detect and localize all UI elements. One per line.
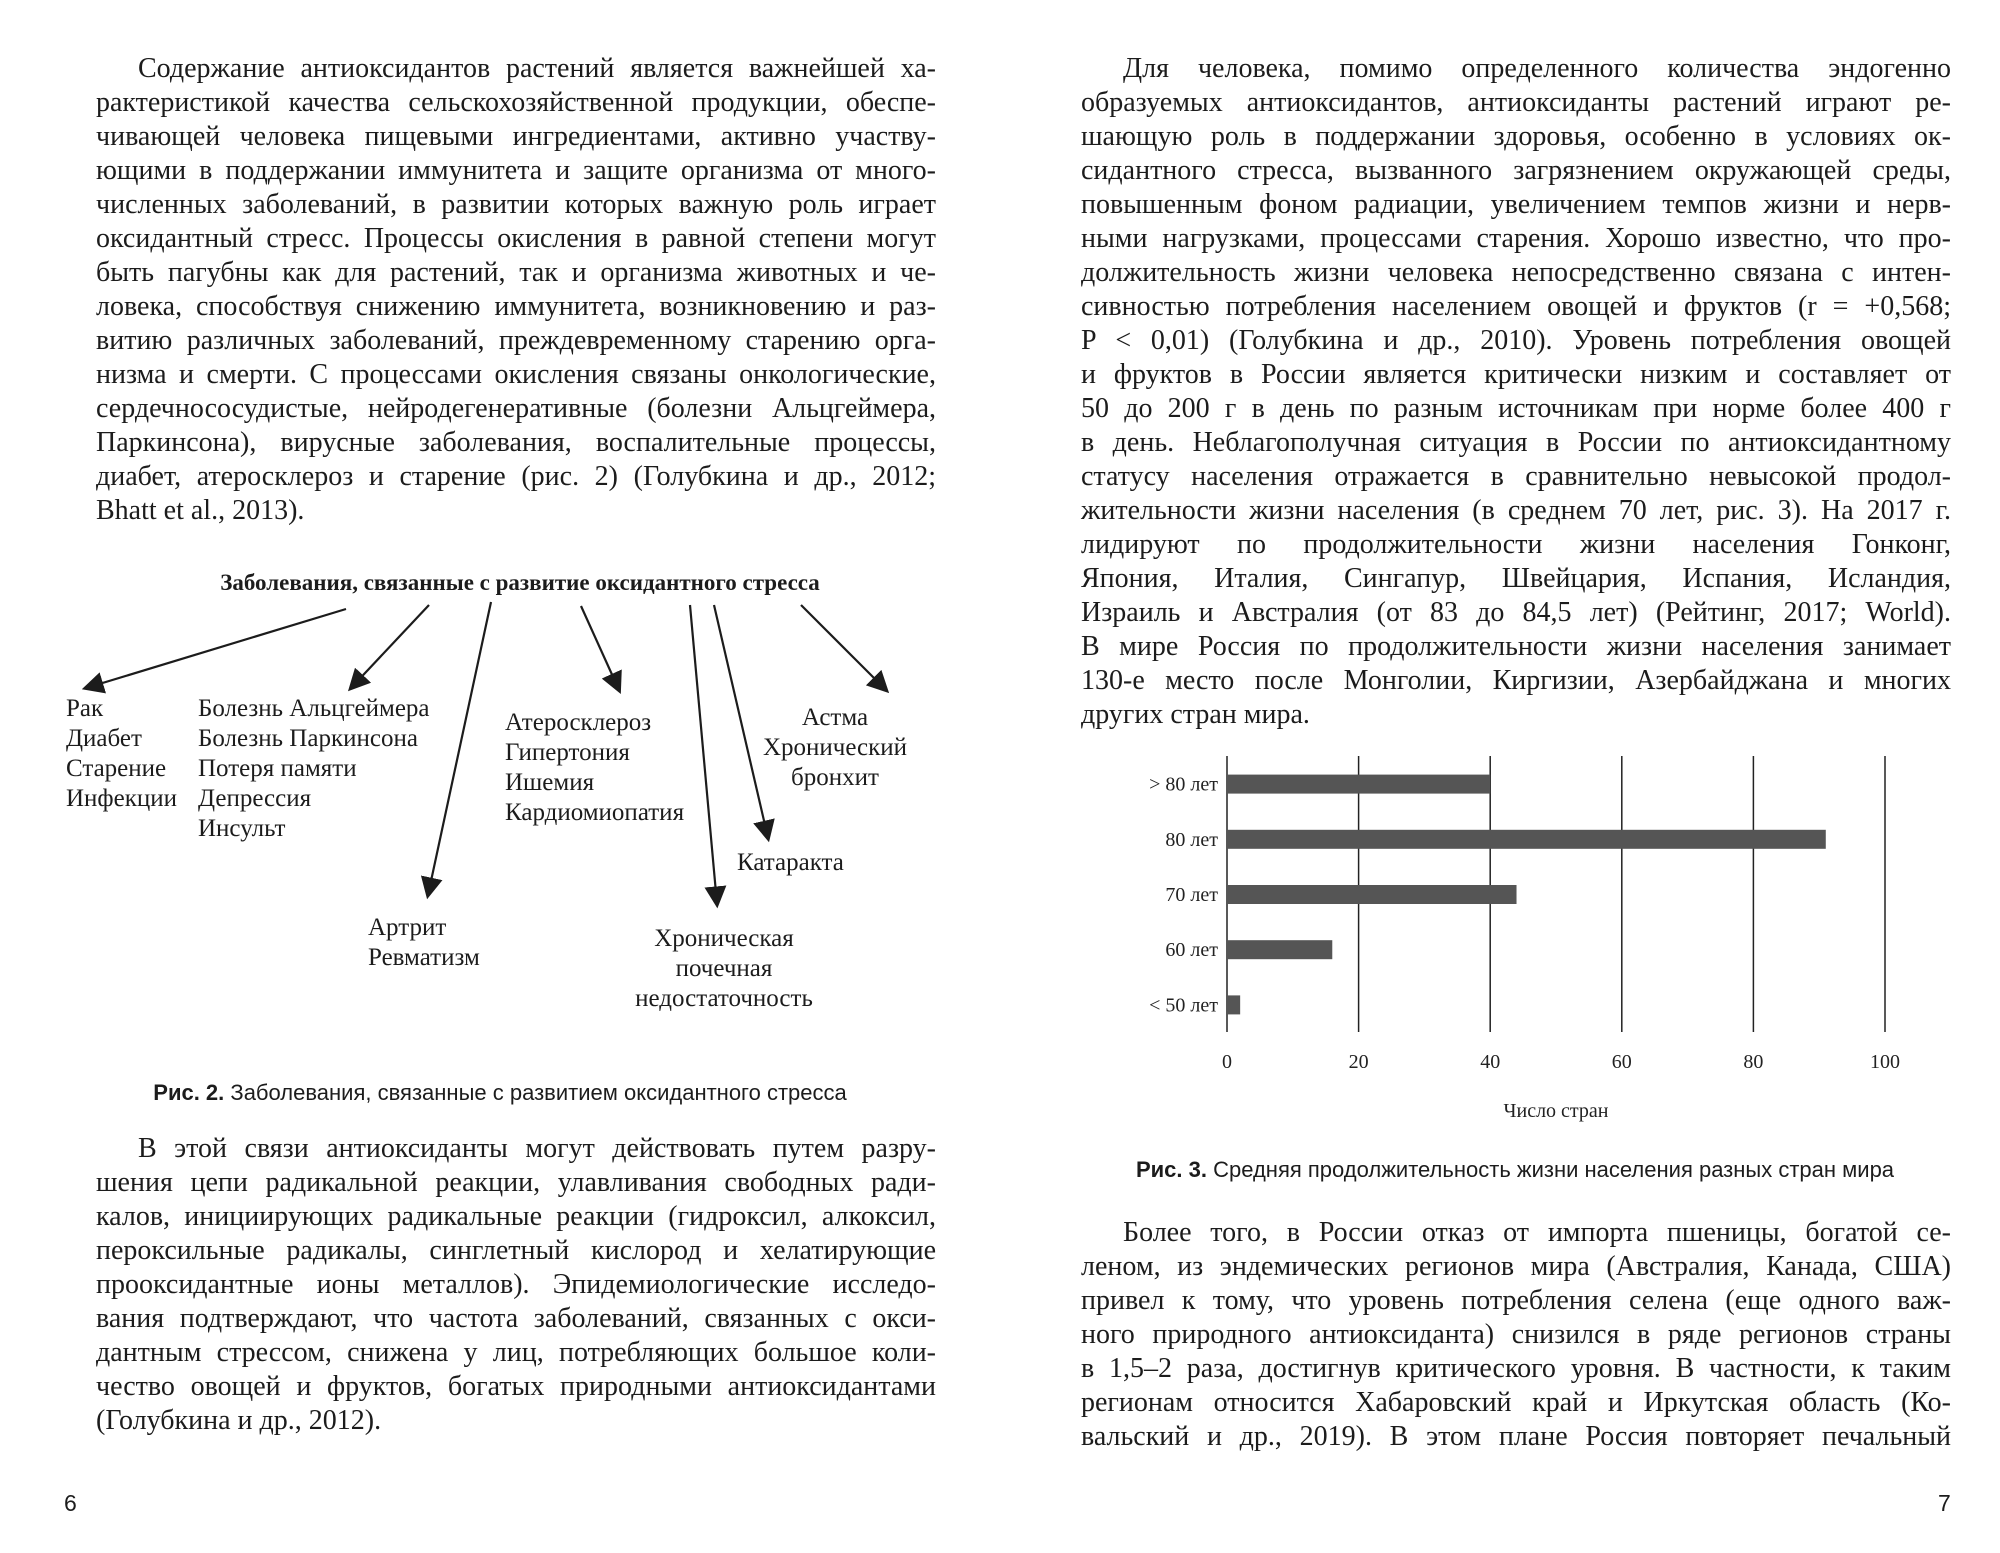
text-line: Япония, Италия, Сингапур, Швейцария, Испания, Исландия,	[1081, 563, 1951, 594]
text-line: пероксильные радикалы, синглетный кислород и хелатирующие	[96, 1235, 936, 1266]
text-line: P < 0,01) (Голубкина и др., 2010). Уровень потребления овощей	[1081, 325, 1951, 356]
diagram-item: Болезнь Паркинсона	[198, 725, 418, 752]
category-label: 80 лет	[1165, 828, 1218, 851]
diagram-group-2	[198, 694, 430, 844]
x-tick-label: 60	[1611, 1051, 1632, 1073]
diagram-group-3	[368, 913, 480, 973]
diagram-item: Артрит	[368, 914, 447, 941]
text-line: регионам относится Хабаровский край и Иркутская область (Ко-	[1081, 1387, 1951, 1418]
diagram-item: Ишемия	[505, 769, 595, 796]
x-tick-label: 40	[1480, 1051, 1501, 1073]
diagram-item: Катаракта	[737, 849, 844, 876]
text-line: повышенным фоном радиации, увеличением темпов жизни и нерв-	[1081, 189, 1951, 220]
text-line: сидантного стресса, вызванного загрязнением окружающей среды,	[1081, 155, 1951, 186]
right-paragraph-2	[1081, 1216, 1951, 1454]
diagram-item: Хронический	[762, 734, 908, 761]
text-line: шающую роль в поддержании здоровья, особенно в условиях ок-	[1081, 121, 1951, 152]
text-line: вания подтверждают, что частота заболеваний, связанных с окси-	[96, 1303, 936, 1334]
x-axis-label: Число стран	[1503, 1100, 1609, 1122]
diagram-item: Инфекции	[66, 785, 178, 812]
diagram-group-7	[760, 703, 910, 793]
category-label: 70 лет	[1165, 884, 1218, 906]
text-line: вальский и др., 2019). В этом плане Россия повторяет печальный	[1081, 1421, 1951, 1452]
text-line: в день. Неблагополучная ситуация в России по антиоксидантному	[1081, 427, 1951, 458]
arrow	[428, 602, 491, 895]
text-line: оксидантный стресс. Процессы окисления в равной степени могут	[96, 223, 936, 254]
text-line: чество овощей и фруктов, богатых природными антиоксидантами	[96, 1371, 936, 1402]
diagram-item: Диабет	[66, 725, 142, 752]
diagram-item: Гипертония	[505, 739, 630, 766]
text-line: диабет, атеросклероз и старение (рис. 2) (Голубкина и др., 2012;	[96, 461, 936, 492]
diagram-item: Ревматизм	[368, 944, 480, 971]
diagram-arrows	[0, 0, 1000, 1100]
diagram-item: Депрессия	[198, 785, 312, 812]
diagram-group-1	[66, 694, 177, 814]
text-line: прооксидантные ионы металлов). Эпидемиологические исследо-	[96, 1269, 936, 1300]
text-line: Израиль и Австралия (от 83 до 84,5 лет) (Рейтинг, 2017; World).	[1081, 597, 1951, 628]
text-line: должительность жизни человека непосредственно связана с интен-	[1081, 257, 1951, 288]
text-line: чивающей человека пищевыми ингредиентами, активно участву-	[96, 121, 936, 152]
text-line: Более того, в России отказ от импорта пшеницы, богатой се-	[1123, 1217, 1951, 1248]
page-number-left: 6	[64, 1490, 77, 1516]
text-line: ловека, способствуя снижению иммунитета, возникновению и раз-	[96, 291, 936, 322]
text-line: В мире Россия по продолжительности жизни населения занимает	[1081, 631, 1951, 662]
text-line: численных заболеваний, в развитии которых важную роль играет	[96, 189, 936, 220]
right-paragraph-1	[1081, 52, 1951, 732]
text-line: витию различных заболеваний, преждевременному старению орга-	[96, 325, 936, 356]
text-line: в 1,5–2 раза, достигнув критического уровня. В частности, к таким	[1081, 1353, 1951, 1384]
diagram-group-4	[505, 708, 684, 828]
category-label: > 80 лет	[1149, 773, 1218, 796]
figure-2-caption	[100, 1080, 900, 1106]
text-line: Для человека, помимо определенного количества эндогенно	[1123, 53, 1951, 84]
text-line: ными нагрузками, процессами старения. Хорошо известно, что про-	[1081, 223, 1951, 254]
bar	[1227, 940, 1332, 959]
text-line: низма и смерти. С процессами окисления связаны онкологические,	[96, 359, 936, 390]
category-label: < 50 лет	[1149, 994, 1218, 1017]
diagram-item: Атеросклероз	[505, 709, 652, 736]
figure-3-text: Средняя продолжительность жизни населения разных стран мира	[1213, 1157, 1895, 1182]
diagram-item: бронхит	[791, 764, 879, 791]
text-line: (Голубкина и др., 2012).	[96, 1405, 382, 1436]
text-line: ного природного антиоксиданта) снизился в ряде регионов страны	[1081, 1319, 1951, 1350]
bar	[1227, 830, 1826, 849]
text-line: других стран мира.	[1081, 699, 1310, 730]
text-line: Содержание антиоксидантов растений является важнейшей ха-	[138, 53, 936, 84]
diagram-item: Рак	[66, 695, 104, 722]
text-line: сердечнососудистые, нейродегенеративные (болезни Альцгеймера,	[96, 393, 936, 424]
x-tick-label: 80	[1743, 1051, 1764, 1073]
diagram-item: Старение	[66, 755, 167, 782]
figure-3-label: Рис. 3.	[1135, 1157, 1207, 1182]
text-line: шения цепи радикальной реакции, улавливания свободных ради-	[96, 1167, 936, 1198]
x-tick-label: 0	[1222, 1051, 1232, 1073]
life-expectancy-chart	[1080, 740, 1980, 1140]
text-line: 130-е место после Монголии, Киргизии, Азербайджана и многих	[1081, 665, 1951, 696]
text-line: сивностью потребления населением овощей и фруктов (r = +0,568;	[1081, 291, 1951, 322]
text-line: жительности жизни населения (в среднем 70 лет, рис. 3). На 2017 г.	[1081, 495, 1951, 526]
bar	[1227, 775, 1490, 794]
left-paragraph-2	[96, 1132, 936, 1438]
diagram-item: Кардиомиопатия	[505, 799, 685, 826]
diagram-item: Потеря памяти	[198, 755, 357, 782]
diagram-item: недостаточность	[635, 985, 813, 1012]
text-line: и фруктов в России является критически низким и составляет от	[1081, 359, 1951, 390]
diagram-title: Заболевания, связанные с развитие оксидантного стресса	[220, 570, 820, 595]
figure-2-text: Заболевания, связанные с развитием оксидантного стресса	[230, 1080, 847, 1105]
text-line: калов, инициирующих радикальные реакции (гидроксил, алкоксил,	[96, 1201, 936, 1232]
text-line: В этой связи антиоксиданты могут действовать путем разру-	[138, 1133, 936, 1164]
text-line: Паркинсона), вирусные заболевания, воспалительные процессы,	[96, 427, 936, 458]
diagram-item: почечная	[675, 955, 773, 982]
text-line: образуемых антиоксидантов, антиоксиданты растений играют ре-	[1081, 87, 1951, 118]
figure-3-caption	[1080, 1157, 1950, 1183]
diagram-group-5	[614, 924, 834, 1014]
page-number-right: 7	[1938, 1490, 1951, 1516]
text-line: статусу населения отражается в сравнительно невысокой продол-	[1081, 461, 1951, 492]
x-tick-label: 20	[1348, 1051, 1369, 1073]
diagram-item: Болезнь Альцгеймера	[198, 695, 430, 722]
diagram-item: Астма	[801, 704, 869, 731]
arrow	[351, 605, 429, 688]
figure-2-label: Рис. 2.	[153, 1080, 225, 1105]
text-line: 50 до 200 г в день по разным источникам при норме более 400 г	[1081, 393, 1951, 424]
category-label: 60 лет	[1165, 939, 1218, 962]
bar	[1227, 995, 1240, 1014]
text-line: ющими в поддержании иммунитета и защите организма от много-	[96, 155, 936, 186]
arrow	[801, 605, 886, 690]
text-line: привел к тому, что уровень потребления селена (еще одного важ-	[1081, 1285, 1951, 1316]
text-line: дантным стрессом, снижена у лиц, потребляющих большое коли-	[96, 1337, 936, 1368]
arrow	[86, 609, 346, 688]
bar	[1227, 885, 1517, 904]
arrow	[690, 605, 717, 904]
text-line: леном, из эндемических регионов мира (Австралия, Канада, США)	[1081, 1251, 1951, 1282]
text-line: Bhatt et al., 2013).	[96, 495, 305, 526]
arrow	[581, 606, 619, 690]
text-line: рактеристикой качества сельскохозяйственной продукции, обеспе-	[96, 87, 936, 118]
diagram-group-6	[737, 848, 844, 878]
text-line: быть пагубны как для растений, так и организма животных и че-	[96, 257, 936, 288]
diagram-item: Инсульт	[198, 815, 286, 842]
diagram-item: Хроническая	[654, 925, 794, 952]
text-line: лидируют по продолжительности жизни населения Гонконг,	[1081, 529, 1951, 560]
x-tick-label: 100	[1870, 1051, 1900, 1073]
